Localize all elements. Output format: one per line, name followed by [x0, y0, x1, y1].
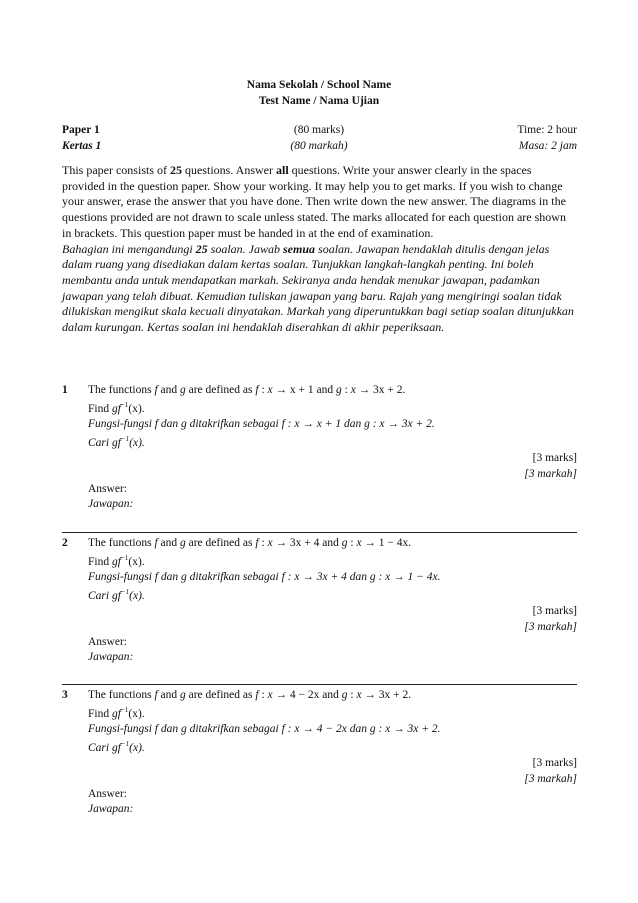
paper-label-ms: Kertas 1	[62, 140, 102, 152]
school-name: Nama Sekolah / School Name	[246, 79, 392, 91]
question-text-en: The functions f and g are defined as f : x → x + 1 and g : x → 3x + 2.	[88, 384, 406, 396]
marks-ms: [3 markah]	[524, 620, 577, 633]
marks-total-ms: (80 markah)	[290, 140, 348, 152]
answer-label-ms: Jawapan:	[88, 803, 134, 816]
question-text-ms: Fungsi-fungsi f dan g ditakrifkan sebagai f : x → x + 1 dan g : x → 3x + 2.	[88, 418, 435, 431]
time-en: Time: 2 hour	[517, 124, 577, 136]
question-text-ms: Fungsi-fungsi f dan g ditakrifkan sebagai f : x → 3x + 4 dan g : x → 1 − 4x.	[88, 571, 441, 584]
marks-en: [3 marks]	[532, 757, 577, 770]
question-find-en: Find $gf^{-1}(x)$.	[88, 554, 145, 569]
question-find-ms: Cari $gf^{-1}(x)$.	[88, 435, 145, 450]
instructions	[62, 163, 577, 336]
marks-en: [3 marks]	[532, 605, 577, 618]
question-number: 2	[62, 537, 68, 549]
question-find-en: Find $gf^{-1}(x)$.	[88, 401, 145, 416]
time-ms: Masa: 2 jam	[518, 140, 577, 152]
answer-label-en: Answer:	[88, 787, 127, 800]
paper-label-en: Paper 1	[62, 124, 100, 136]
instructions-en: This paper consists of 25 questions. Answer all questions. Write your answer clearly in the spaces provided in the question paper. Show your working. It may help you to get marks. If you wish to change your answer, erase the answer that you have done. Then write down the new answer. The diagrams in the questions provided are not drawn to scale unless stated. The marks allocated for each question are shown in brackets. This question paper must be handed in at the end of examination.	[62, 163, 566, 240]
marks-total-en: (80 marks)	[293, 124, 345, 136]
marks-en: [3 marks]	[532, 452, 577, 465]
question-find-en: Find $gf^{-1}(x)$.	[88, 706, 145, 721]
answer-label-ms: Jawapan:	[88, 498, 134, 511]
answer-label-en: Answer:	[88, 482, 127, 495]
question-find-ms: Cari $gf^{-1}(x)$.	[88, 588, 145, 603]
question-number: 1	[62, 384, 68, 396]
test-name: Test Name / Nama Ujian	[258, 95, 380, 107]
marks-ms: [3 markah]	[524, 467, 577, 480]
instructions-ms: Bahagian ini mengandungi 25 soalan. Jawab semua soalan. Jawapan hendaklah ditulis dengan jelas dalam ruang yang disediakan dalam kertas soalan. Tunjukkan langkah-langkah penting. Ini boleh membantu anda untuk mendapatkan markah. Sekiranya anda hendak menukar jawapan, padamkan jawapan yang telah dibuat. Kemudian tuliskan jawapan yang baru. Rajah yang mengiringi soalan tidak dilukiskan mengikut skala kecuali dinyatakan. Markah yang diperuntukkan bagi setiap soalan ditunjukkan dalam kurungan. Kertas soalan ini hendaklah diserahkan di akhir peperiksaan.	[62, 241, 574, 335]
marks-ms: [3 markah]	[524, 772, 577, 785]
question-find-ms: Cari $gf^{-1}(x)$.	[88, 740, 145, 755]
answer-label-ms: Jawapan:	[88, 651, 134, 664]
question-text-en: The functions f and g are defined as f : x → 3x + 4 and g : x → 1 − 4x.	[88, 537, 412, 549]
answer-label-en: Answer:	[88, 635, 127, 648]
question-divider	[62, 532, 577, 533]
question-text-en: The functions f and g are defined as f : x → 4 − 2x and g : x → 3x + 2.	[88, 689, 412, 701]
question-number: 3	[62, 689, 68, 701]
question-divider	[62, 684, 577, 685]
question-text-ms: Fungsi-fungsi f dan g ditakrifkan sebagai f : x → 4 − 2x dan g : x → 3x + 2.	[88, 723, 441, 736]
